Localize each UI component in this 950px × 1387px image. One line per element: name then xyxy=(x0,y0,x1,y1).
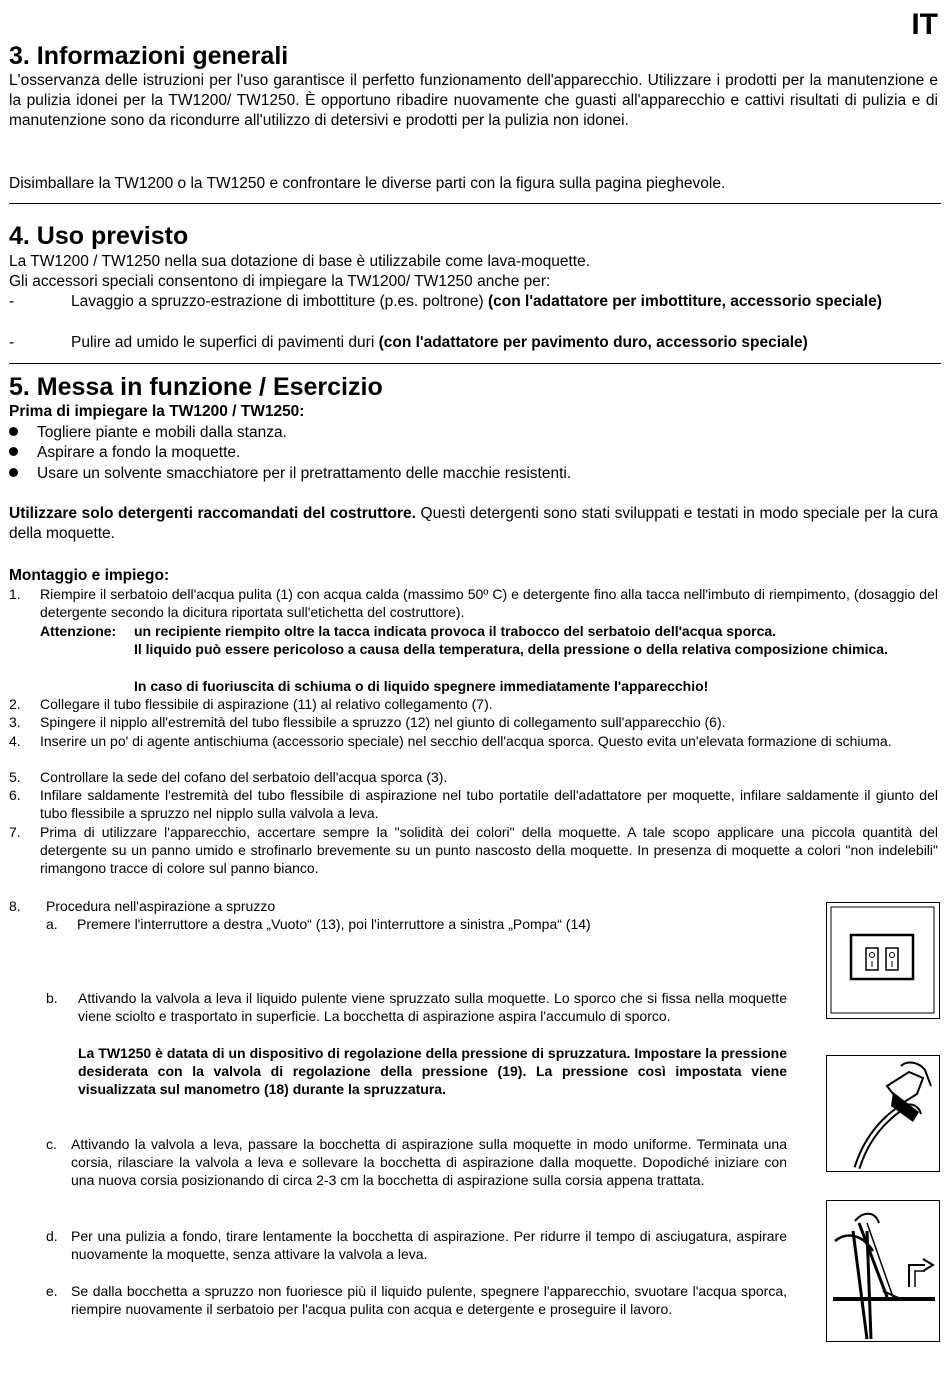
sub-marker: d. xyxy=(46,1228,58,1244)
sub-marker: c. xyxy=(46,1136,57,1152)
use-item-hard-floor xyxy=(9,333,938,353)
dash-marker: - xyxy=(9,334,15,351)
spray-wand-hand-icon xyxy=(827,1056,938,1170)
assembly-item-6: Infilare saldamente l'estremità del tubo flessibile di aspirazione nel tubo portatile dell'adattatore per moquette, infilare saldamente il giunto del tubo flessibile a spruzzo nel nipplo sulla valvola a leva. xyxy=(40,787,938,821)
use-item-accessory: (con l'adattatore per pavimento duro, accessorio speciale) xyxy=(378,334,808,351)
sub-marker: e. xyxy=(46,1283,58,1299)
switch-panel-icon xyxy=(827,903,938,1017)
spray-wand-figure xyxy=(826,1055,940,1172)
assembly-item-2: Collegare il tubo flessibile di aspirazione (11) al relativo collegamento (7). xyxy=(40,696,493,712)
bullet-item: Togliere piante e mobili dalla stanza. xyxy=(9,423,287,443)
dash-marker: - xyxy=(9,293,15,310)
before-use-heading: Prima di impiegare la TW1200 / TW1250: xyxy=(9,403,305,420)
section-3-unpack-paragraph: Disimballare la TW1200 o la TW1250 e confrontare le diverse parti con la figura sulla pagina pieghevole. xyxy=(9,175,726,192)
item-number: 3. xyxy=(9,714,21,730)
section-4-title: 4. Uso previsto xyxy=(9,222,189,250)
attention-line-1: un recipiente riempito oltre la tacca indicata provoca il trabocco del serbatoio dell'acqua sporca. xyxy=(134,623,777,639)
step-a-text: Premere l'interruttore a destra „Vuoto“ (13), poi l'interruttore a sinistra „Pompa“ (14) xyxy=(77,916,591,932)
attention-line-2: Il liquido può essere pericoloso a causa della temperatura, della pressione o della relativa composizione chimica. xyxy=(134,641,888,657)
bullet-icon xyxy=(9,447,18,456)
section-divider xyxy=(9,363,941,364)
item-number: 8. xyxy=(9,898,21,914)
item-number: 7. xyxy=(9,824,21,840)
spray-procedure-heading: Procedura nell'aspirazione a spruzzo xyxy=(46,898,276,914)
assembly-item-5: Controllare la sede del cofano del serbatoio dell'acqua sporca (3). xyxy=(40,769,448,785)
step-e-text: Se dalla bocchetta a spruzzo non fuoriesce più il liquido pulente, spegnere l'apparecchio, svuotare l'acqua sporca, riempire nuovamente il serbatoio per l'acqua pulita con acqua e detergente e proseguire il lavoro. xyxy=(71,1283,787,1317)
item-number: 1. xyxy=(9,586,21,602)
bullet-icon xyxy=(9,468,18,477)
sub-marker: a. xyxy=(46,916,58,932)
assembly-item-1: Riempire il serbatoio dell'acqua pulita (1) con acqua calda (massimo 50º C) e detergente fino alla tacca nell'imbuto di riempimento, (dosaggio del detergente secondo la dicitura riportata sull'etichetta del costruttore). xyxy=(40,586,938,620)
switch-panel-figure xyxy=(826,902,940,1019)
section-divider xyxy=(9,203,941,204)
assembly-item-3: Spingere il nipplo all'estremità del tubo flessibile a spruzzo (12) nel giunto di collegamento sull'apparecchio (6). xyxy=(40,714,726,730)
nozzle-pull-icon xyxy=(827,1201,938,1340)
attention-line-3: In caso di fuoriuscita di schiuma o di liquido spegnere immediatamente l'apparecchio! xyxy=(134,678,709,694)
nozzle-usage-figure xyxy=(826,1200,940,1342)
section-5-title: 5. Messa in funzione / Esercizio xyxy=(9,373,383,401)
step-d-text: Per una pulizia a fondo, tirare lentamente la bocchetta di aspirazione. Per ridurre il tempo di asciugatura, aspirare nuovamente la moquette, senza attivare la valvola a leva. xyxy=(71,1228,787,1262)
section-3-paragraph: L'osservanza delle istruzioni per l'uso garantisce il perfetto funzionamento dell'apparecchio. Utilizzare i prodotti per la manutenzione e la pulizia idonei per la TW1200/ TW1250. È opportuno ribadire nuovamente che guasti all'apparecchio e cattivi risultati di pulizia e di manutenzione sono da ricondurre all'utilizzo di detersivi e prodotti per la pulizia non idonei. xyxy=(9,72,938,129)
item-number: 2. xyxy=(9,696,21,712)
step-c-text: Attivando la valvola a leva, passare la bocchetta di aspirazione sulla moquette in modo uniforme. Terminata una corsia, rilasciare la valvola a leva e sollevare la bocchetta di aspirazione dalla moquette. Dopodiché iniziare con una nuova corsia posizionando di circa 2-3 cm la bocchetta di aspirazione sulla corsia appena trattata. xyxy=(71,1136,787,1188)
bullet-item: Aspirare a fondo la moquette. xyxy=(9,443,240,463)
section-4-line-2: Gli accessori speciali consentono di impiegare la TW1200/ TW1250 anche per: xyxy=(9,273,551,290)
sub-marker: b. xyxy=(46,990,58,1006)
detergent-warning: Utilizzare solo detergenti raccomandati del costruttore. xyxy=(9,505,416,522)
assembly-heading: Montaggio e impiego: xyxy=(9,567,170,584)
step-b-pressure-note: La TW1250 è datata di un dispositivo di regolazione della pressione di spruzzatura. Impostare la pressione desiderata con la valvola di regolazione della pressione (19). La pressione così impostata viene visualizzata sul manometro (18) durante la spruzzatura. xyxy=(78,1045,787,1097)
use-item-accessory: (con l'adattatore per imbottiture, accessorio speciale) xyxy=(488,293,882,310)
detergent-text: Questi detergenti sono stati sviluppati e testati in modo speciale per la cura della moquette. xyxy=(9,505,939,542)
item-number: 6. xyxy=(9,787,21,803)
item-number: 5. xyxy=(9,769,21,785)
use-item-text: Lavaggio a spruzzo-estrazione di imbottiture (p.es. poltrone) xyxy=(71,293,484,310)
item-number: 4. xyxy=(9,733,21,749)
detergent-paragraph xyxy=(9,504,938,544)
assembly-item-4: Inserire un po' di agente antischiuma (accessorio speciale) nel secchio dell'acqua sporca. Questo evita un'elevata formazione di schiuma. xyxy=(40,733,892,749)
attention-label: Attenzione: xyxy=(40,623,117,639)
use-item-upholstery xyxy=(9,292,938,312)
bullet-icon xyxy=(9,427,18,436)
section-4-line-1: La TW1200 / TW1250 nella sua dotazione di base è utilizzabile come lava-moquette. xyxy=(9,253,591,270)
section-3-title: 3. Informazioni generali xyxy=(9,42,289,70)
assembly-item-7: Prima di utilizzare l'apparecchio, accertare sempre la "solidità dei colori" della moquette. A tale scopo applicare una piccola quantità del detergente su un panno umido e strofinarlo brevemente su un punto nascosto della moquette. In presenza di moquette a colori "non indelebili" rimangono tracce di colore sul panno bianco. xyxy=(40,824,938,876)
bullet-item: Usare un solvente smacchiatore per il pretrattamento delle macchie resistenti. xyxy=(9,464,571,484)
step-b-text: Attivando la valvola a leva il liquido pulente viene spruzzato sulla moquette. Lo sporco che si fissa nella moquette viene sciolto e trasportato in superficie. La bocchetta di aspirazione aspira l'accumulo di sporco. xyxy=(78,990,787,1024)
language-tag: IT xyxy=(911,8,938,41)
use-item-text: Pulire ad umido le superfici di pavimenti duri xyxy=(71,334,375,351)
